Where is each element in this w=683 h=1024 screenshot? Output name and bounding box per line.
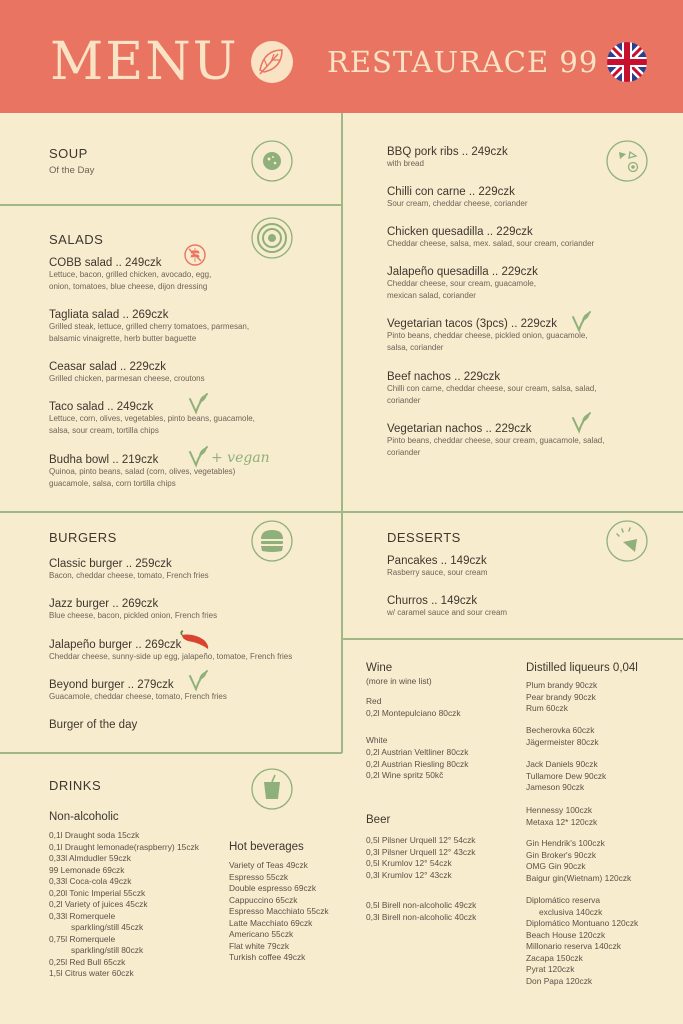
item-desc: Grilled chicken, parmesan cheese, croutons <box>49 374 205 383</box>
soup-subtitle: Of the Day <box>49 165 95 176</box>
salad-item <box>49 309 299 344</box>
list-item: Americano 55czk <box>229 929 294 939</box>
list-item: 0,20l Tonic Imperial 55czk <box>49 887 146 898</box>
wine-white-list <box>366 747 468 782</box>
list-item: 0,2l Austrian Riesling 80czk <box>366 758 469 769</box>
list-item: Metaxa 12* 120czk <box>526 816 598 827</box>
restaurant-name: RESTAURACE 99 <box>327 45 599 79</box>
list-item: Jameson 90czk <box>526 782 585 792</box>
item-desc: Grilled steak, lettuce, grilled cherry tomatoes, parmesan, balsamic vinaigrette, herb butter baguette <box>49 322 250 343</box>
list-item: Gin Hendrik's 100czk <box>526 838 605 848</box>
divider <box>0 204 342 206</box>
main-item <box>387 266 552 301</box>
divider <box>0 752 342 754</box>
wine-white-label: White <box>366 735 388 745</box>
burger-of-the-day: Burger of the day <box>49 719 138 731</box>
divider <box>341 113 343 511</box>
burger-icon <box>251 520 293 562</box>
item-desc: Lettuce, bacon, grilled chicken, avocado, egg, onion, tomatoes, blue cheese, dijon dressing <box>49 270 212 291</box>
list-item: Espresso Macchiato 55czk <box>229 906 329 916</box>
item-desc: Bacon, cheddar cheese, tomato, French fries <box>49 571 209 580</box>
list-item: 0,3l Krumlov 12° 43czk <box>366 869 452 880</box>
liqueur-group <box>526 680 597 715</box>
item-name: BBQ pork ribs .. 249czk <box>387 146 508 158</box>
liqueurs-title: Distilled liqueurs 0,04l <box>526 662 638 674</box>
list-item: 1,5l Citrus water 60czk <box>49 968 134 978</box>
liqueur-group <box>526 895 638 987</box>
item-desc: Quinoa, pinto beans, salad (corn, olives, vegetables) guacamole, salsa, corn tortilla chips <box>49 467 236 488</box>
list-item: Diplomático Montuano 120czk <box>526 918 639 928</box>
list-item: sparkling/still 45czk <box>71 922 144 932</box>
main-item <box>387 226 594 250</box>
item-name: Classic burger .. 259czk <box>49 558 172 570</box>
drink-cup-icon <box>251 768 293 810</box>
list-item: 0,33l Romerquele <box>49 910 116 921</box>
list-item: OMG Gin 90czk <box>526 861 586 871</box>
vegetarian-leaf-icon <box>187 668 209 692</box>
chili-pepper-icon <box>178 630 212 652</box>
non-alcoholic-list <box>49 830 199 980</box>
list-item: 0,3l Pilsner Urquell 12° 43czk <box>366 846 476 857</box>
item-desc: Cheddar cheese, salsa, mex. salad, sour cream, coriander <box>387 239 595 248</box>
list-item: Gin Broker's 90czk <box>526 849 597 860</box>
list-item: Turkish coffee 49czk <box>229 952 306 962</box>
menu-title: MENU <box>50 32 239 92</box>
dessert-item <box>387 595 507 619</box>
list-item: Cappuccino 65czk <box>229 894 298 905</box>
item-desc: Cheddar cheese, sour cream, guacamole, mexican salad, coriander <box>387 279 536 300</box>
list-item: Flat white 79czk <box>229 940 290 951</box>
soup-bowl-icon <box>251 140 293 182</box>
beer-list <box>366 835 475 881</box>
list-item: Latte Macchiato 69czk <box>229 917 313 928</box>
list-item: Baigur gin(Wietnam) 120czk <box>526 872 632 883</box>
vegan-label: + vegan <box>211 450 270 466</box>
wine-note: (more in wine list) <box>366 676 432 686</box>
hot-beverages-title: Hot beverages <box>229 841 304 853</box>
item-desc: Lettuce, corn, olives, vegetables, pinto beans, guacamole, salsa, sour cream, tortilla chips <box>49 414 255 435</box>
beer-non-alcoholic-list <box>366 900 476 923</box>
item-desc: Pinto beans, cheddar cheese, sour cream, guacamole, salad, coriander <box>387 436 605 457</box>
list-item: 0,2l Montepulciano 80czk <box>366 708 461 718</box>
item-desc: Blue cheese, bacon, pickled onion, French fries <box>49 611 218 620</box>
list-item: Variety of Teas 49czk <box>229 860 308 870</box>
item-name: Budha bowl .. 219czk <box>49 454 159 466</box>
item-name: Tagliata salad .. 269czk <box>49 309 169 321</box>
item-name: Chicken quesadilla .. 229czk <box>387 226 533 238</box>
list-item: 99 Lemonade 69czk <box>49 864 125 875</box>
item-name: Jalapeño quesadilla .. 229czk <box>387 266 538 278</box>
list-item: 0,75l Romerquele <box>49 933 116 944</box>
vegetarian-leaf-icon <box>187 444 209 468</box>
item-name: Chilli con carne .. 229czk <box>387 186 515 198</box>
list-item: 0,25l Red Bull 65czk <box>49 956 126 967</box>
list-item: Double espresso 69czk <box>229 883 317 893</box>
wine-red-label: Red <box>366 696 382 706</box>
gluten-free-icon <box>183 243 207 267</box>
hot-beverages-list <box>229 860 329 964</box>
dessert-item <box>387 555 487 579</box>
item-name: Vegetarian tacos (3pcs) .. 229czk <box>387 318 558 330</box>
pie-slice-icon <box>606 520 648 562</box>
list-item: Pear brandy 90czk <box>526 691 596 702</box>
list-item: Jack Daniels 90czk <box>526 759 598 769</box>
item-desc: Sour cream, cheddar cheese, coriander <box>387 199 528 208</box>
divider <box>342 638 683 640</box>
nachos-icon <box>606 140 648 182</box>
item-desc: Chilli con carne, cheddar cheese, sour cream, salsa, salad, coriander <box>387 384 597 405</box>
list-item: Beach House 120czk <box>526 929 606 940</box>
list-item: 0,5l Pilsner Urquell 12° 54czk <box>366 835 476 845</box>
liqueur-group <box>526 838 631 884</box>
burger-item <box>49 598 217 622</box>
burgers-title: BURGERS <box>49 530 117 545</box>
list-item: 0,2l Wine spritz 50kč <box>366 770 444 780</box>
item-desc: with bread <box>387 159 424 168</box>
list-item: Zacapa 150czk <box>526 952 583 963</box>
main-item <box>387 371 607 406</box>
item-name: Pancakes .. 149czk <box>387 555 487 567</box>
main-item <box>387 186 528 210</box>
list-item: Pyrat 120czk <box>526 964 575 974</box>
salad-item <box>49 401 299 436</box>
liqueur-group <box>526 805 597 828</box>
beer-title: Beer <box>366 814 391 826</box>
wine-red-list <box>366 708 461 720</box>
item-name: Ceasar salad .. 229czk <box>49 361 166 373</box>
liqueur-group <box>526 725 599 748</box>
item-desc: Pinto beans, cheddar cheese, pickled onion, guacamole, salsa, coriander <box>387 331 588 352</box>
vegetarian-leaf-icon <box>570 410 592 434</box>
list-item: Millonario reserva 140czk <box>526 941 621 951</box>
divider <box>341 511 343 753</box>
item-name: Jazz burger .. 269czk <box>49 598 159 610</box>
list-item: Jägermeister 80czk <box>526 736 599 747</box>
salad-item <box>49 361 299 385</box>
list-item: Diplomático reserva <box>526 895 601 905</box>
list-item: 0,5l Krumlov 12° 54czk <box>366 858 452 868</box>
list-item: 0,3l Birell non-alcoholic 40czk <box>366 911 477 922</box>
uk-flag-icon[interactable] <box>606 41 648 83</box>
item-name: Vegetarian nachos .. 229czk <box>387 423 532 435</box>
drinks-title: DRINKS <box>49 778 102 793</box>
list-item: Rum 60czk <box>526 703 568 713</box>
liqueur-group <box>526 759 606 794</box>
item-name: COBB salad .. 249czk <box>49 257 162 269</box>
wine-title: Wine <box>366 662 393 674</box>
list-item: 0,2l Variety of juices 45czk <box>49 899 148 909</box>
item-desc: Guacamole, cheddar cheese, tomato, French fries <box>49 692 227 701</box>
list-item: Becherovka 60czk <box>526 725 595 735</box>
leaf-logo-icon <box>250 40 294 84</box>
desserts-title: DESSERTS <box>387 530 461 545</box>
list-item: 0,5l Birell non-alcoholic 49czk <box>366 900 477 910</box>
list-item: 0,33l Coca-cola 49czk <box>49 876 132 886</box>
item-name: Beef nachos .. 229czk <box>387 371 501 383</box>
salads-title: SALADS <box>49 232 104 247</box>
item-desc: w/ caramel sauce and sour cream <box>387 608 508 617</box>
item-desc: Rasberry sauce, sour cream <box>387 568 488 577</box>
item-desc: Cheddar cheese, sunny-side up egg, jalapeño, tomatoe, French fries <box>49 652 293 661</box>
list-item: 0,2l Austrian Veltliner 80czk <box>366 747 469 757</box>
item-name: Taco salad .. 249czk <box>49 401 154 413</box>
salad-item <box>49 257 289 292</box>
list-item: 0,1l Draught soda 15czk <box>49 830 140 840</box>
list-item: Don Papa 120czk <box>526 975 593 986</box>
list-item: 0,33l Almdudler 59czk <box>49 853 131 863</box>
burger-item <box>49 639 292 663</box>
main-item <box>387 146 508 170</box>
burger-item <box>49 558 209 582</box>
item-name: Beyond burger .. 279czk <box>49 679 174 691</box>
vegetarian-leaf-icon <box>570 309 592 333</box>
soup-title: SOUP <box>49 146 88 161</box>
vegetarian-leaf-icon <box>187 391 209 415</box>
list-item: exclusiva 140czk <box>539 906 603 917</box>
list-item: Hennessy 100czk <box>526 805 593 815</box>
list-item: 0,1l Draught lemonade(raspberry) 15czk <box>49 841 199 852</box>
list-item: Espresso 55czk <box>229 871 289 882</box>
non-alcoholic-title: Non-alcoholic <box>49 811 119 823</box>
salad-bowl-icon <box>251 217 293 259</box>
list-item: Tullamore Dew 90czk <box>526 770 607 781</box>
item-name: Churros .. 149czk <box>387 595 478 607</box>
item-name: Jalapeño burger .. 269czk <box>49 639 182 651</box>
list-item: sparkling/still 80czk <box>71 945 144 955</box>
list-item: Plum brandy 90czk <box>526 680 598 690</box>
